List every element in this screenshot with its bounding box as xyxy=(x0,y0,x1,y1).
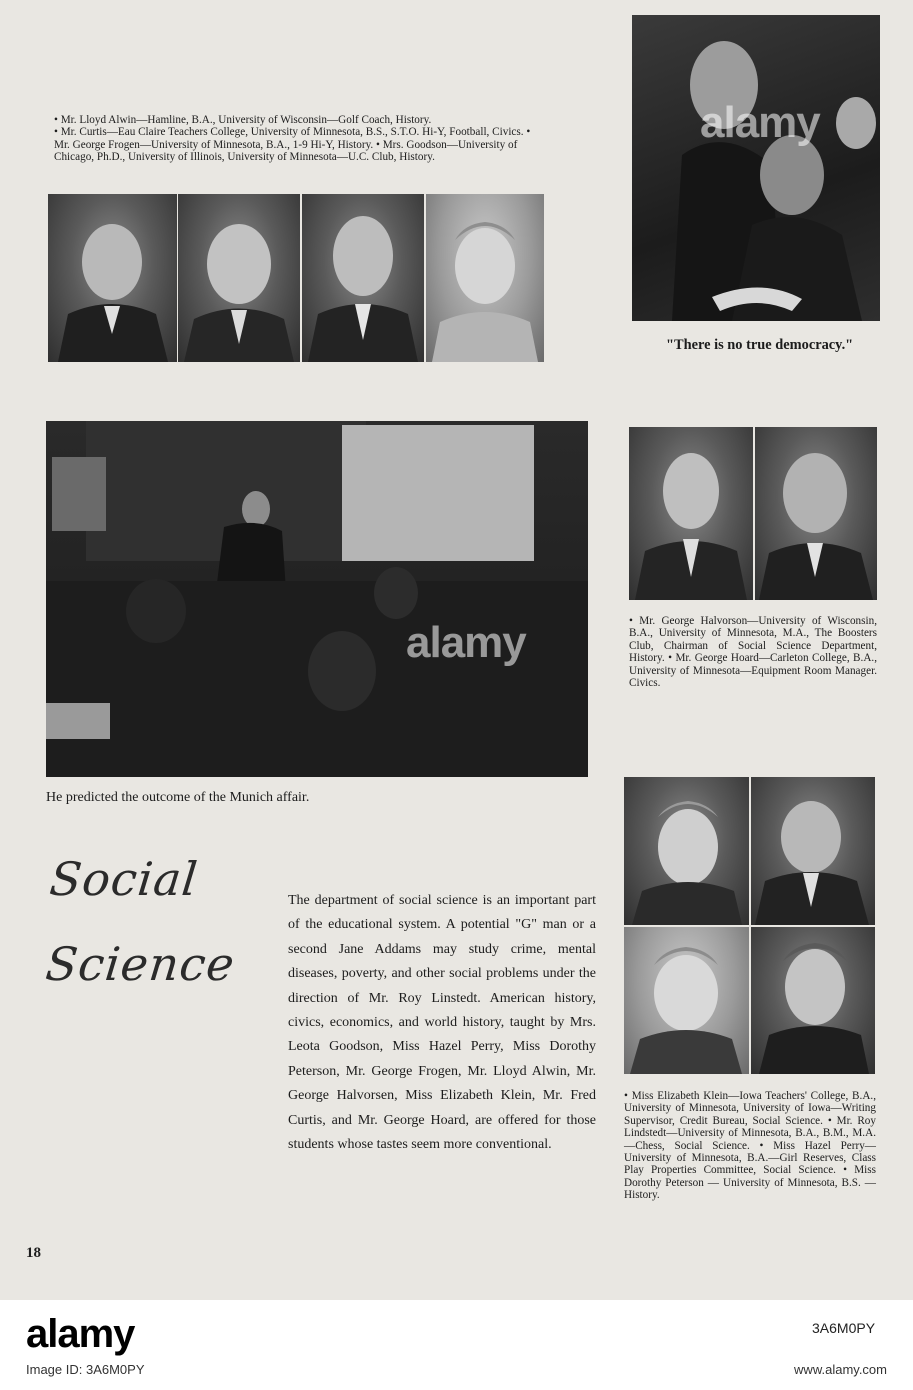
caption-halvorson-hoard xyxy=(629,615,877,689)
caption-klein-text: • Miss Elizabeth Klein—Iowa Teachers' College, B.A., University of Minnesota, University of Iowa—Writing Supervisor, Credit Bureau, Social Science. • Mr. Roy Lindstedt—University of Minnesota, B.A., B.M., M.A.—Chess, Social Science. • Miss Hazel Perry—University of Minnesota, B.A.—Girl Reserves, Class Play Properties Committee, Social Science. • Miss Dorothy Peterson — University of Minnesota, B.S. — History. xyxy=(624,1090,876,1202)
footer-url-link[interactable]: www.alamy.com xyxy=(794,1362,887,1377)
footer-brand-logo[interactable]: alamy xyxy=(26,1312,135,1356)
caption-munich: He predicted the outcome of the Munich affair. xyxy=(46,790,310,805)
portrait-alwin xyxy=(48,194,177,362)
portrait-hoard xyxy=(755,427,877,600)
watermark: alamy xyxy=(700,98,820,147)
title-science: Science xyxy=(43,937,238,991)
footer-image-id-short: 3A6M0PY xyxy=(812,1320,876,1336)
portrait-curtis xyxy=(178,194,300,362)
photo-students-reading xyxy=(632,15,880,321)
caption-democracy: "There is no true democracy." xyxy=(666,337,854,353)
watermark: alamy xyxy=(406,618,526,667)
portrait-klein xyxy=(624,927,749,1074)
caption-halvorson-text: • Mr. George Halvorson—University of Wisconsin, B.A., University of Minnesota, M.A., The Boosters Club, Chairman of Social Science Department, History. • Mr. George Hoard—Carleton College, B.A., University of Minnesota—Equipment Room Manager. Civics. xyxy=(629,615,877,690)
portrait-lindstedt xyxy=(751,777,875,925)
caption-klein-lindstedt-perry-peterson xyxy=(624,1090,876,1202)
footer-image-id: Image ID: 3A6M0PY xyxy=(26,1362,145,1377)
body-paragraph: The department of social science is an important part of the educational system. A potential "G" man or a second Jane Addams may study crime, mental diseases, poverty, and other social problems under the direction of Mr. Roy Linstedt. American history, civics, economics, and world history, taught by Mrs. Leota Goodson, Miss Hazel Perry, Miss Dorothy Peterson, Mr. George Frogen, Mr. Lloyd Alwin, Mr. George Halvorsen, Miss Elizabeth Klein, Mr. Fred Curtis, and Mr. George Hoard, are offered for those students whose tastes seem more conventional. xyxy=(288,893,596,1153)
caption-curtis-frogen-goodson: • Mr. Curtis—Eau Claire Teachers College, University of Minnesota, B.S., S.T.O. Hi-Y, Football, Civics. • Mr. George Frogen—University of Minnesota, B.A., 1-9 Hi-Y, History. • Mrs. Goodson—University of Chicago, Ph.D., University of Illinois, University of Minnesota—U.C. Club, History. xyxy=(54,126,531,164)
portrait-frogen xyxy=(302,194,424,362)
portrait-halvorson xyxy=(629,427,753,600)
page-number: 18 xyxy=(26,1245,41,1261)
portrait-goodson xyxy=(426,194,544,362)
portrait-perry xyxy=(624,777,749,925)
title-social: Social xyxy=(47,852,201,906)
portrait-peterson xyxy=(751,927,875,1074)
caption-alwin: • Mr. Lloyd Alwin—Hamline, B.A., University of Wisconsin—Golf Coach, History. xyxy=(54,114,432,126)
photo-classroom xyxy=(46,421,588,777)
caption-top-left xyxy=(54,114,546,164)
